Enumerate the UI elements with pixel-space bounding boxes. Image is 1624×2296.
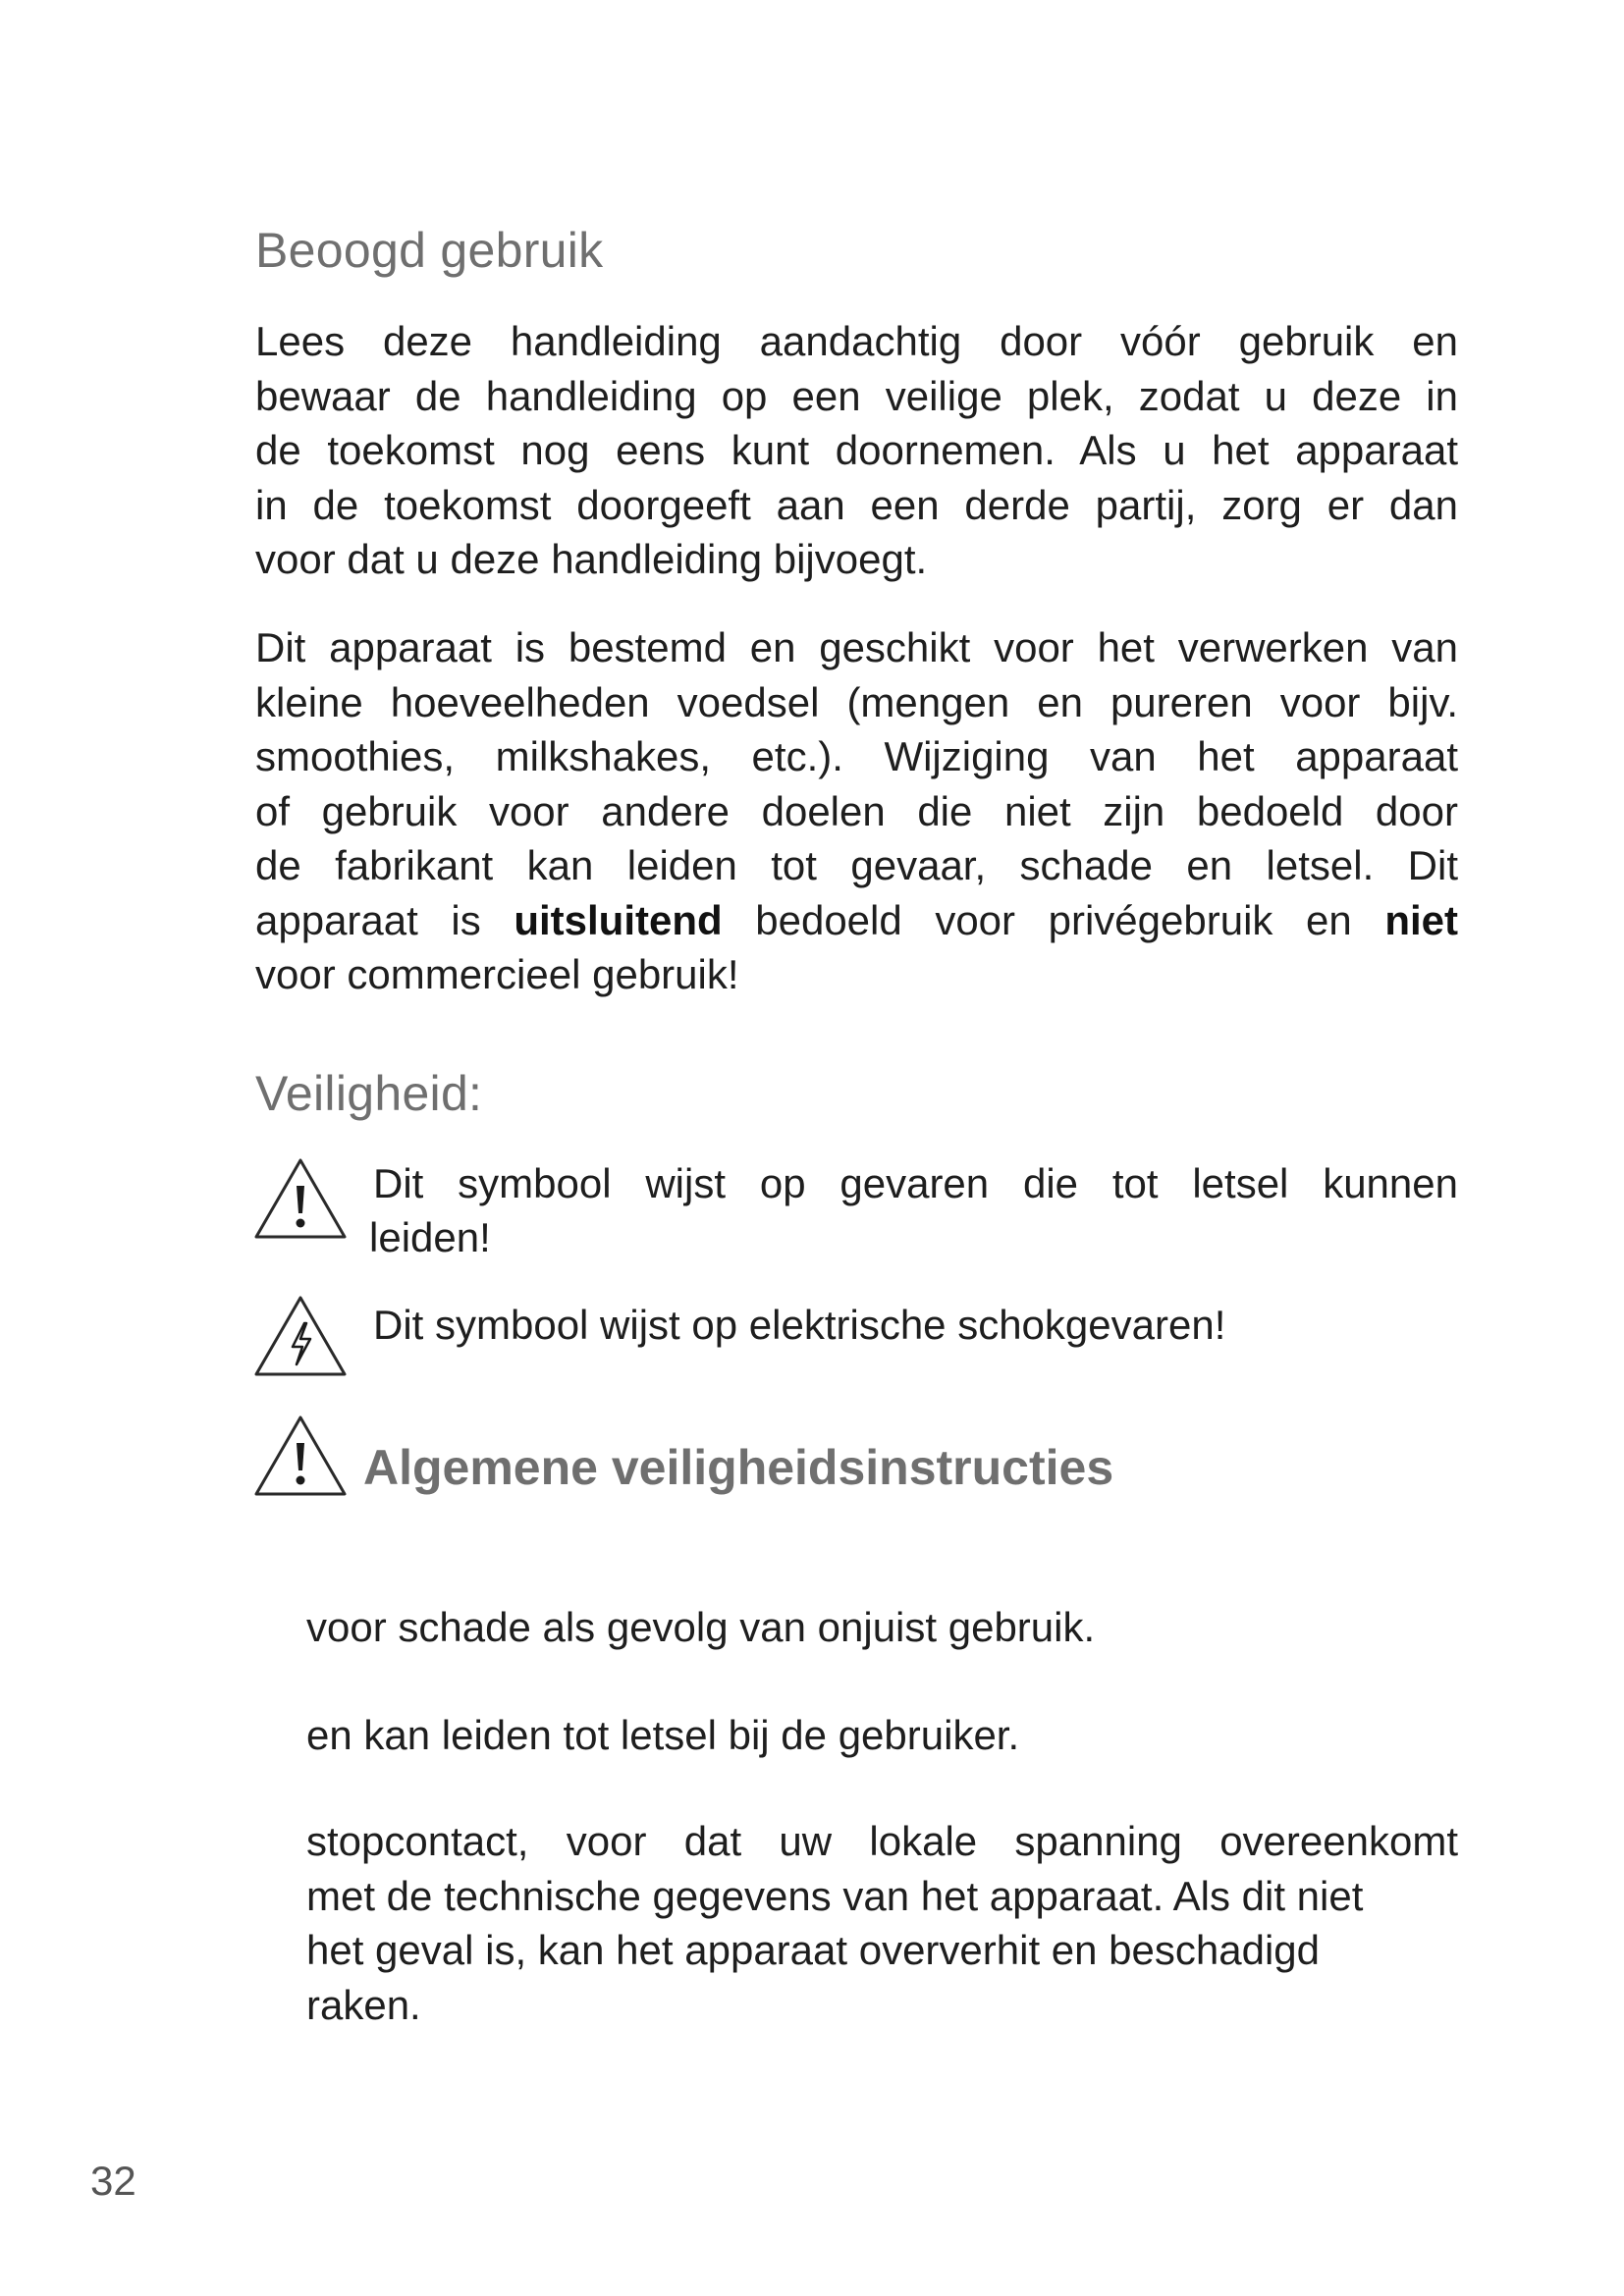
section-heading-general-safety: Algemene veiligheidsinstructies	[363, 1440, 1114, 1495]
emphasis-not: niet	[1384, 896, 1458, 943]
warning-text	[369, 1156, 1458, 1264]
text-line: Dit symbool wijst op gevaren die tot letsel kunnen	[373, 1160, 1458, 1206]
text-line-with-emphasis	[255, 893, 1458, 948]
text-line: kleine hoeveelheden voedsel (mengen en pureren voor bijv.	[255, 678, 1458, 725]
page-number: 32	[90, 2158, 136, 2204]
text-line: leiden!	[369, 1214, 491, 1260]
instruction-item	[306, 1600, 1458, 1655]
section-heading-safety: Veiligheid:	[255, 1066, 483, 1121]
text-line: met de technische gegevens van het apparaat. Als dit niet	[306, 1872, 1364, 1919]
instruction-item	[306, 1708, 1458, 1763]
text-line: en kan leiden tot letsel bij de gebruiker.	[306, 1712, 1020, 1758]
warning-text	[373, 1298, 1458, 1352]
text-line: smoothies, milkshakes, etc.). Wijziging van het apparaat	[255, 733, 1458, 779]
text-line: Lees deze handleiding aandachtig door vóór gebruik en	[255, 318, 1458, 364]
emphasis-exclusively: uitsluitend	[514, 896, 723, 943]
text-line: voor schade als gevolg van onjuist gebruik.	[306, 1604, 1096, 1650]
warning-exclamation-icon	[253, 1414, 348, 1498]
text-line: raken.	[306, 1981, 421, 2028]
text-line: voor dat u deze handleiding bijvoegt.	[255, 536, 928, 582]
text-line: stopcontact, voor dat uw lokale spanning overeenkomt	[306, 1818, 1458, 1864]
purpose-paragraph	[255, 620, 1458, 1002]
intro-paragraph	[255, 314, 1458, 587]
electric-shock-warning-icon	[253, 1294, 348, 1378]
section-heading-intended-use: Beoogd gebruik	[255, 223, 604, 278]
text-fragment: apparaat is	[255, 896, 514, 943]
text-line: Dit symbool wijst op elektrische schokgevaren!	[373, 1302, 1226, 1348]
text-line: of gebruik voor andere doelen die niet zijn bedoeld door	[255, 787, 1458, 834]
instruction-item	[306, 1814, 1458, 2032]
text-line: de toekomst nog eens kunt doornemen. Als u het apparaat	[255, 427, 1458, 473]
text-fragment: bedoeld voor privégebruik en	[722, 896, 1385, 943]
text-line: bewaar de handleiding op een veilige plek, zodat u deze in	[255, 372, 1458, 419]
text-line: het geval is, kan het apparaat oververhit en beschadigd	[306, 1927, 1321, 1973]
warning-exclamation-icon	[253, 1156, 348, 1241]
text-line: Dit apparaat is bestemd en geschikt voor het verwerken van	[255, 624, 1458, 670]
text-line: voor commercieel gebruik!	[255, 951, 739, 997]
text-line: de fabrikant kan leiden tot gevaar, schade en letsel. Dit	[255, 842, 1458, 888]
text-line: in de toekomst doorgeeft aan een derde partij, zorg er dan	[255, 481, 1458, 528]
